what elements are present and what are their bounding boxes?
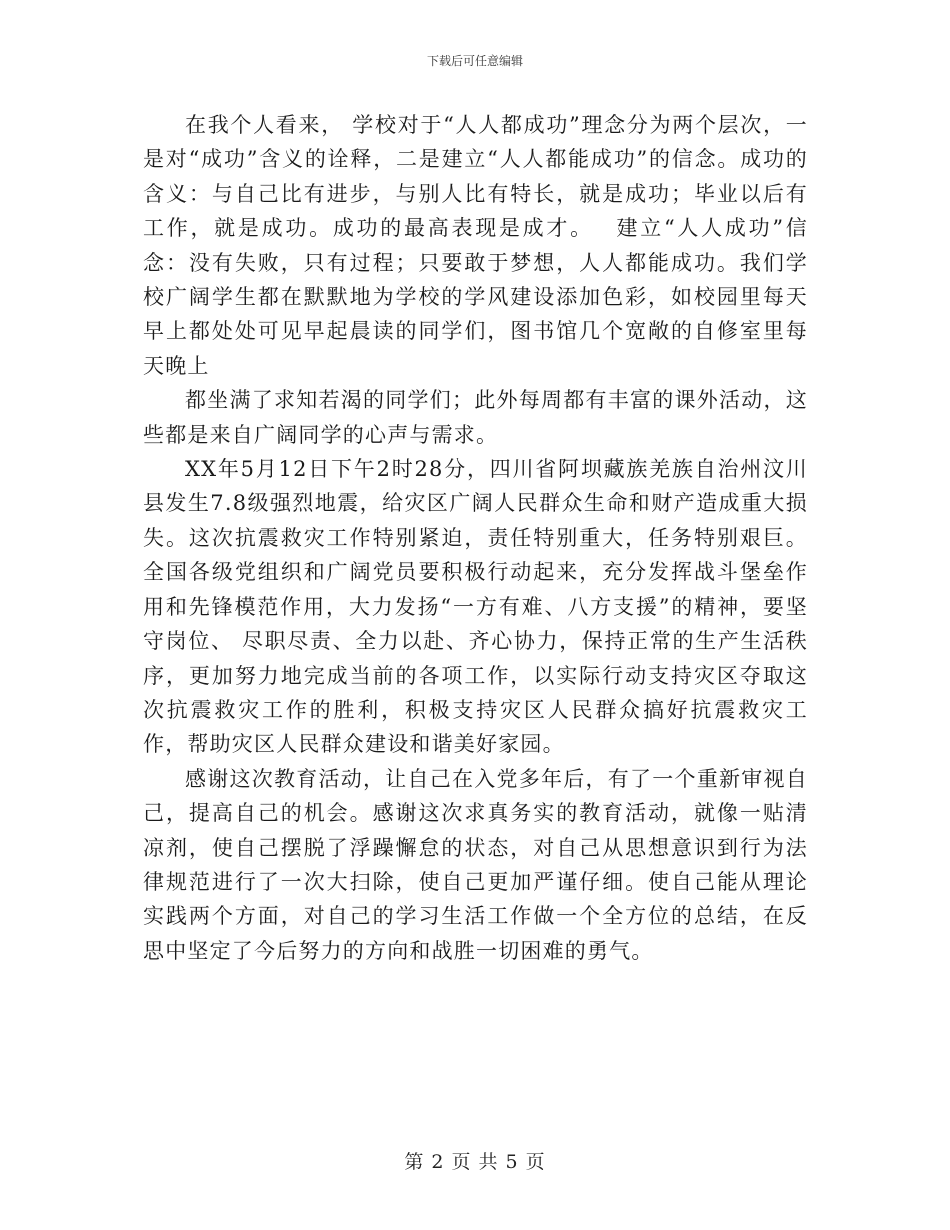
paragraph-success-concept: 在我个人看来， 学校对于“人人都成功”理念分为两个层次，一是对“成功”含义的诠释，二是建立“人人都能成功”的信念。成功的含义：与自己比有进步，与别人比有特长，就是成功；毕业以后有工作，就是成功。成功的最高表现是成才。 建立“人人成功”信念：没有失败，只有过程；只要敢于梦想，人人都能成功。我们学校广阔学生都在默默地为学校的学风建设添加色彩，如校园里每天早上都处处可见早起晨读的同学们，图书馆几个宽敞的自修室里每天晚上 <box>143 113 808 378</box>
paragraph-gratitude-reflection: 感谢这次教育活动，让自己在入党多年后，有了一个重新审视自己，提高自己的机会。感谢这次求真务实的教育活动，就像一贴清凉剂，使自己摆脱了浮躁懈怠的状态，对自己从思想意识到行为法律规范进行了一次大扫除，使自己更加严谨仔细。使自己能从理论实践两个方面，对自己的学习生活工作做一个全方位的总结，在反思中坚定了今后努力的方向和战胜一切困难的勇气。 <box>143 766 808 963</box>
paragraph-earthquake-relief: XX年5月12日下午2时28分，四川省阿坝藏族羌族自治州汶川县发生7.8级强烈地震，给灾区广阔人民群众生命和财产造成重大损失。这次抗震救灾工作特别紧迫，责任特别重大，任务特别艰巨。全国各级党组织和广阔党员要积极行动起来，充分发挥战斗堡垒作用和先锋模范作用，大力发扬“一方有难、八方支援”的精神，要坚守岗位、 尽职尽责、全力以赴、齐心协力，保持正常的生产生活秩序，更加努力地完成当前的各项工作，以实际行动支持灾区夺取这次抗震救灾工作的胜利，积极支持灾区人民群众搞好抗震救灾工作，帮助灾区人民群众建设和谐美好家园。 <box>143 457 808 757</box>
document-body <box>143 108 808 968</box>
page-number-footer: 第 2 页 共 5 页 <box>404 1151 546 1173</box>
paragraph-study-atmosphere: 都坐满了求知若渴的同学们；此外每周都有丰富的课外活动，这些都是来自广阔同学的心声与需求。 <box>143 388 808 447</box>
page-header: 下载后可任意编辑 <box>426 54 523 68</box>
